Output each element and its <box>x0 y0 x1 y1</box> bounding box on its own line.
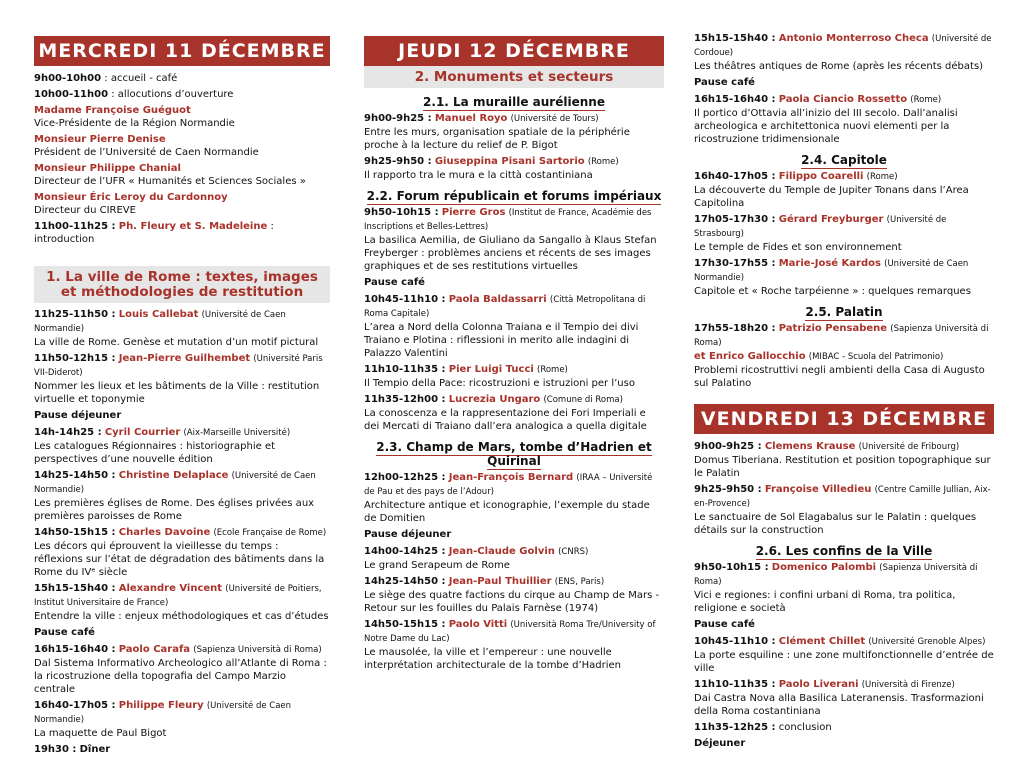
talk-title: Les théâtres antiques de Rome (après les récents débats) <box>694 61 984 72</box>
program-entry <box>364 471 664 525</box>
talk-title: Entre les murs, organisation spatiale de la périphérie proche à la lecture du relief de P. Bigot <box>364 127 630 151</box>
entry-time: 9h00-9h25 : <box>694 441 762 452</box>
day-header-thursday: JEUDI 12 DÉCEMBRE <box>364 36 664 66</box>
speaker-name: Paola Ciancio Rossetto <box>778 94 908 105</box>
entry-time: 9h25-9h50 : <box>364 156 432 167</box>
program-entry <box>364 393 664 433</box>
program-entry <box>694 322 994 390</box>
talk-title: Il rapporto tra le mura e la città costantiniana <box>364 170 593 181</box>
speaker-affiliation: (Institut de France, Académie des Inscriptions et Belles-Lettres) <box>364 208 652 232</box>
intro-entry <box>34 220 330 246</box>
program-entry <box>34 643 330 696</box>
section-heading <box>694 544 994 558</box>
official-name: Monsieur Pierre Denise <box>34 134 166 145</box>
speaker-affiliation: (Université de Cordoue) <box>694 34 992 58</box>
talk-title: L’area a Nord della Colonna Traiana e il Tempio dei divi Traiano e Plotina : riflessioni in merito alle indagini di Palazzo Valentini <box>364 322 639 359</box>
talk-title: Il Tempio della Pace: ricostruzioni e istruzioni per l’uso <box>364 378 635 389</box>
speaker-affiliation: (Université de Fribourg) <box>858 442 960 452</box>
entry-time: 11h10-11h35 : <box>694 679 776 690</box>
section-title: 2.2. Forum républicain et forums impériaux <box>366 189 662 203</box>
program-entry <box>694 561 994 615</box>
speaker-affiliation: (Université Paris VII-Diderot) <box>34 354 323 378</box>
entry-time: 11h50-12h15 : <box>34 353 116 364</box>
entry-text: Dîner <box>79 744 111 755</box>
entry-time: 9h50-10h15 : <box>364 207 439 218</box>
talk-title: Nommer les lieux et les bâtiments de la Ville : restitution virtuelle et toponymie <box>34 381 320 405</box>
entry-time: 11h00-11h25 : <box>34 221 116 232</box>
speaker-affiliation: (Ecole Française de Rome) <box>213 528 327 538</box>
section-heading <box>364 440 664 468</box>
entry-text: : introduction <box>34 221 274 245</box>
break-label: Pause café <box>364 277 425 288</box>
official-entry <box>34 133 330 159</box>
talk-title: Entendre la ville : enjeux méthodologiques et cas d’études <box>34 611 329 622</box>
talk-title: Vici e regiones: i confini urbani di Roma, tra politica, religione e società <box>694 590 956 614</box>
entry-time: 10h45-11h10 : <box>364 294 446 305</box>
speaker-affiliation: (Rome) <box>537 365 568 375</box>
program-entry <box>364 112 664 152</box>
program-entry <box>694 440 994 480</box>
speaker-name: Lucrezia Ungaro <box>448 394 541 405</box>
program-entry <box>364 618 664 672</box>
entry-time: 16h15-16h40 : <box>694 94 776 105</box>
entry-time: 9h00-9h25 : <box>364 113 432 124</box>
entry-text: conclusion <box>778 722 832 733</box>
column-wednesday <box>34 0 330 759</box>
section-title: 2.4. Capitole <box>801 153 887 167</box>
entry-time: 16h40-17h05 : <box>694 171 776 182</box>
talk-title: La basilica Aemilia, de Giuliano da Sangallo à Klaus Stefan Freyberger : problèmes anciens et récents de ses images graphiques et de ses restitutions virtuelles <box>364 235 657 272</box>
talk-title: Le siège des quatre factions du cirque au Champ de Mars - Retour sur les fouilles du Palais Farnèse (1974) <box>364 590 660 614</box>
program-entry <box>694 93 994 146</box>
speaker-name: Louis Callebat <box>118 309 199 320</box>
speaker-name: Françoise Villedieu <box>764 484 872 495</box>
official-role: Directeur du CIREVE <box>34 205 136 216</box>
talk-title: La ville de Rome. Genèse et mutation d’un motif pictural <box>34 337 319 348</box>
program-entry <box>34 469 330 523</box>
official-role: Président de l’Université de Caen Normandie <box>34 147 259 158</box>
speaker-affiliation: (Sapienza Università di Roma) <box>694 324 989 348</box>
section-heading <box>694 153 994 167</box>
talk-title: Dai Castra Nova alla Basilica Lateranensis. Trasformazioni della Roma costantiniana <box>694 693 984 717</box>
speaker-affiliation: (Rome) <box>866 172 898 182</box>
speaker-affiliation: (Aix-Marseille Université) <box>183 428 291 438</box>
program-entry <box>34 426 330 466</box>
speaker-name: Filippo Coarelli <box>778 171 864 182</box>
speaker-name: Jean-Pierre Guilhembet <box>118 353 251 364</box>
talk-title: Le grand Serapeum de Rome <box>364 560 510 571</box>
official-entry <box>34 104 330 130</box>
program-entry <box>694 32 994 73</box>
official-entry <box>34 162 330 188</box>
entry-time: 14h-14h25 : <box>34 427 102 438</box>
entry-time: 9h00-10h00 <box>34 73 102 84</box>
speaker-name: Clemens Krause <box>764 441 856 452</box>
official-name: Madame Françoise Guéguot <box>34 105 191 116</box>
talk-title: Les catalogues Régionnaires : historiographie et perspectives d’une nouvelle édition <box>34 441 276 465</box>
break-label: Pause café <box>694 77 755 88</box>
break-label: Pause café <box>34 627 95 638</box>
talk-title: Le sanctuaire de Sol Elagabalus sur le Palatin : quelques détails sur la construction <box>694 512 977 536</box>
entry-time: 11h25-11h50 : <box>34 309 116 320</box>
conclusion-entry <box>694 721 994 734</box>
day-header-friday: VENDREDI 13 DÉCEMBRE <box>694 404 994 434</box>
program-entry <box>364 293 664 360</box>
talk-title: Capitole et « Roche tarpéienne » : quelques remarques <box>694 286 971 297</box>
official-role: Vice-Présidente de la Région Normandie <box>34 118 235 129</box>
speaker-affiliation: (Université Grenoble Alpes) <box>868 637 986 647</box>
speaker-affiliation: (Sapienza Università di Roma) <box>193 645 322 655</box>
speaker-name: Charles Davoine <box>118 527 211 538</box>
speaker-affiliation: (Université de Tours) <box>510 114 599 124</box>
program-entry <box>34 699 330 740</box>
talk-title: Architecture antique et iconographie, l’exemple du stade de Domitien <box>364 500 650 524</box>
entry-time: 17h30-17h55 : <box>694 258 776 269</box>
talk-title: Les premières églises de Rome. Des églises privées aux premières paroisses de Rome <box>34 498 315 522</box>
talk-title: Dal Sistema Informativo Archeologico all’Atlante di Roma : la ricostruzione della topografia del Campo Marzio centrale <box>34 658 327 695</box>
talk-title: Le mausolée, la ville et l’empereur : une nouvelle interprétation architecturale de la tombe d’Hadrien <box>364 647 622 671</box>
speaker-affiliation: (Università Roma Tre/University of Notre Dame du Lac) <box>364 620 656 644</box>
section-title: 2.5. Palatin <box>805 305 883 319</box>
speaker-name: Paolo Carafa <box>118 644 191 655</box>
speaker-affiliation: (Città Metropolitana di Roma Capitale) <box>364 295 646 319</box>
entry-text: allocutions d’ouverture <box>117 89 234 100</box>
entry-time: 10h45-11h10 : <box>694 636 776 647</box>
speaker-affiliation: (Université de Caen Normandie) <box>34 310 286 334</box>
entry-time: 16h40-17h05 : <box>34 700 116 711</box>
speaker-affiliation: (IRAA – Université de Pau et des pays de l’Adour) <box>364 473 653 497</box>
talk-title: La maquette de Paul Bigot <box>34 728 167 739</box>
talk-title: Les décors qui éprouvent la vieillesse du temps : réflexions sur l’état de dégradation des bâtiments dans la Rome du IVᵉ siècle <box>34 541 325 578</box>
column-thursday <box>364 0 664 675</box>
entry-time: 9h25-9h50 : <box>694 484 762 495</box>
speaker-name: Marie-José Kardos <box>778 258 881 269</box>
program-entry <box>364 575 664 615</box>
opening-entry: 10h00-11h00 : allocutions d’ouverture <box>34 89 234 100</box>
program-entry <box>694 678 994 718</box>
day-header-wednesday: MERCREDI 11 DÉCEMBRE <box>34 36 330 66</box>
entry-time: 15h15-15h40 : <box>694 33 776 44</box>
program-entry <box>34 308 330 349</box>
speaker-name: Ph. Fleury et S. Madeleine <box>118 221 268 232</box>
speaker-affiliation: (Università di Firenze) <box>861 680 955 690</box>
speaker-name: Jean-Paul Thuillier <box>448 576 552 587</box>
program-entry <box>364 206 664 273</box>
entry-time: 12h00-12h25 : <box>364 472 446 483</box>
program-entry <box>34 582 330 623</box>
speaker-name: Giuseppina Pisani Sartorio <box>434 156 585 167</box>
entry-time: 14h25-14h50 : <box>34 470 116 481</box>
program-entry <box>34 352 330 406</box>
program-entry <box>364 363 664 390</box>
dinner-entry <box>34 743 330 756</box>
program-entry <box>364 545 664 572</box>
break-label: Pause café <box>694 619 755 630</box>
entry-time: 19h30 : <box>34 744 77 755</box>
speaker-name: Jean-Claude Golvin <box>448 546 555 557</box>
entry-time: 17h05-17h30 : <box>694 214 776 225</box>
final-lunch: Déjeuner <box>694 738 746 749</box>
talk-title: La porte esquiline : une zone multifonctionnelle d’entrée de ville <box>694 650 994 674</box>
speaker-name: Paola Baldassarri <box>448 294 547 305</box>
speaker-affiliation: (Université de Poitiers, Institut Universitaire de France) <box>34 584 322 608</box>
speaker-name: Jean-François Bernard <box>448 472 574 483</box>
speaker-affiliation: (Centre Camille Jullian, Aix-en-Provence) <box>694 485 991 509</box>
speaker-affiliation: (Rome) <box>587 157 619 167</box>
speaker-name: Cyril Courrier <box>104 427 181 438</box>
speaker-affiliation: (Université de Strasbourg) <box>694 215 947 239</box>
speaker-affiliation-2: (MIBAC - Scuola del Patrimonio) <box>808 352 944 362</box>
program-entry <box>364 155 664 182</box>
speaker-name: Paolo Liverani <box>778 679 859 690</box>
section-title: 2.1. La muraille aurélienne <box>423 95 605 109</box>
break-label: Pause déjeuner <box>34 410 122 421</box>
talk-title: La découverte du Temple de Jupiter Tonans dans l’Area Capitolina <box>694 185 969 209</box>
speaker-name: Paolo Vitti <box>448 619 508 630</box>
speaker-name: Clément Chillet <box>778 636 866 647</box>
speaker-name: Manuel Royo <box>434 113 508 124</box>
speaker-name: Antonio Monterroso Checa <box>778 33 929 44</box>
official-name: Monsieur Éric Leroy du Cardonnoy <box>34 192 228 203</box>
entry-time: 11h35-12h00 : <box>364 394 446 405</box>
speaker-affiliation: (Comune di Roma) <box>543 395 623 405</box>
entry-time: 14h50-15h15 : <box>34 527 116 538</box>
section-title: 2.6. Les confins de la Ville <box>755 544 933 558</box>
entry-time: 14h50-15h15 : <box>364 619 446 630</box>
talk-title: Problemi ricostruttivi negli ambienti della Casa di Augusto sul Palatino <box>694 365 985 389</box>
section-title: 2.3. Champ de Mars, tombe d’Hadrien et Quirinal <box>376 440 652 468</box>
program-entry <box>694 257 994 298</box>
speaker-name-2: et Enrico Gallocchio <box>694 351 806 362</box>
speaker-name: Pierre Gros <box>441 207 506 218</box>
program-entry <box>694 635 994 675</box>
entry-time: 16h15-16h40 : <box>34 644 116 655</box>
entry-time: 10h00-11h00 <box>34 89 109 100</box>
section-heading <box>364 95 664 109</box>
column-thursday-friday <box>694 0 994 750</box>
talk-title: Il portico d’Ottavia all’inizio del III secolo. Dall’analisi archeologica e architettonica nuovi elementi per la ricostruzione tridimensionale <box>694 108 958 145</box>
speaker-name: Gérard Freyburger <box>778 214 884 225</box>
speaker-name: Alexandre Vincent <box>118 583 223 594</box>
entry-time: 14h00-14h25 : <box>364 546 446 557</box>
talk-title: Le temple de Fides et son environnement <box>694 242 902 253</box>
entry-time: 17h55-18h20 : <box>694 323 776 334</box>
speaker-affiliation: (Université de Caen Normandie) <box>34 701 292 725</box>
speaker-affiliation: (ENS, Paris) <box>554 577 605 587</box>
official-entry <box>34 191 330 217</box>
speaker-affiliation: (CNRS) <box>558 547 589 557</box>
entry-time: 14h25-14h50 : <box>364 576 446 587</box>
speaker-name: Domenico Palombi <box>771 562 877 573</box>
break-label: Pause déjeuner <box>364 529 452 540</box>
speaker-affiliation: (Sapienza Università di Roma) <box>694 563 978 587</box>
program-entry <box>34 526 330 579</box>
speaker-affiliation: (Université de Caen Normandie) <box>34 471 316 495</box>
section-heading <box>364 189 664 203</box>
theme-2-heading: 2. Monuments et secteurs <box>364 66 664 88</box>
program-entry <box>694 170 994 210</box>
entry-time: 11h35-12h25 : <box>694 722 776 733</box>
talk-title: Domus Tiberiana. Restitution et position topographique sur le Palatin <box>694 455 991 479</box>
entry-time: 9h50-10h15 : <box>694 562 769 573</box>
speaker-name: Christine Delaplace <box>118 470 229 481</box>
theme-1-heading: 1. La ville de Rome : textes, images et méthodologies de restitution <box>34 266 330 303</box>
program-entry <box>694 483 994 537</box>
section-heading <box>694 305 994 319</box>
speaker-affiliation: (Université de Caen Normandie) <box>694 259 969 283</box>
speaker-name: Pier Luigi Tucci <box>448 364 534 375</box>
speaker-affiliation: (Rome) <box>910 95 942 105</box>
opening-entry: 9h00-10h00 : accueil - café <box>34 73 178 84</box>
talk-title: La conoscenza e la rappresentazione dei Fori Imperiali e dei Mercati di Traiano dall’era analogica a quella digitale <box>364 408 647 432</box>
entry-time: 15h15-15h40 : <box>34 583 116 594</box>
official-name: Monsieur Philippe Chanial <box>34 163 181 174</box>
entry-time: 11h10-11h35 : <box>364 364 446 375</box>
program-entry <box>694 213 994 254</box>
entry-text: accueil - café <box>110 73 178 84</box>
speaker-name: Patrizio Pensabene <box>778 323 888 334</box>
official-role: Directeur de l’UFR « Humanités et Sciences Sociales » <box>34 176 306 187</box>
speaker-name: Philippe Fleury <box>118 700 204 711</box>
